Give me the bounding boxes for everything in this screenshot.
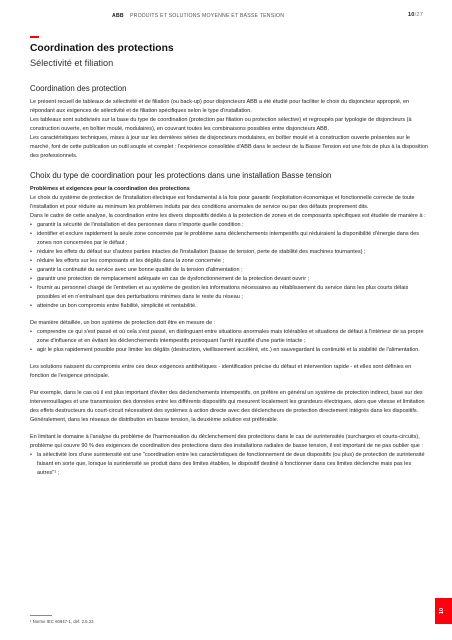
section-title: PRODUITS ET SOLUTIONS MOYENNE ET BASSE TENSION bbox=[130, 13, 285, 19]
bullet-list-2 bbox=[30, 328, 430, 355]
page-tab bbox=[435, 598, 452, 624]
paragraph: Le choix du système de protection de l'installation électrique est fondamental à la fois pour garantir l'exploitation économique et fonctionnelle correcte de toute l'installation et pour réduire au minimum les problèmes induits par des conditions anormales de service ou par des défauts proprement dits. bbox=[30, 195, 415, 210]
bullet-list-3 bbox=[30, 451, 430, 478]
accent-bar bbox=[30, 36, 39, 38]
list-item: • la sélectivité lors d'une surintensité est une "coordination entre les caractéristiques de fonctionnement de deux dispositifs (ou plus) de protection de surintensité faisant en sorte que, lorsque la surintensité se produit dans des limites établies, le dispositif destiné à fonctionner dans ces limites déclenche mais pas les autres"¹ ; bbox=[30, 451, 430, 478]
page-tab-number: 10 bbox=[439, 607, 446, 615]
page-number bbox=[408, 12, 423, 18]
paragraph: Les caractéristiques techniques, mises à jour sur les dernières séries de disjoncteurs modulaires, en boîtier moulé et à construction ouverte présentes sur le marché, font de cette publication un outil souple et complet : l'expérience consolidée d'ABB dans le secteur de la Basse Tension est une fois de plus à la disposition des professionnels. bbox=[30, 135, 428, 159]
section-heading-2: Choix du type de coordination pour les protections dans une installation Basse tension bbox=[30, 171, 332, 180]
list-item: • garantir la continuité du service avec une bonne qualité de la tension d'alimentation ; bbox=[30, 266, 430, 275]
paragraph: Le présent recueil de tableaux de sélectivité et de filiation (ou back-up) pour disjoncteurs ABB a été étudié pour faciliter le choix du disjoncteur approprié, en répondant aux exigences de sélectivité et de filiation spécifiques selon le type d'installation. bbox=[30, 99, 410, 114]
page-subtitle: Sélectivité et filiation bbox=[30, 58, 114, 68]
page-current: 10 bbox=[408, 12, 415, 18]
page-total: /27 bbox=[414, 12, 424, 18]
paragraph: Dans le cadre de cette analyse, la coordination entre les divers dispositifs dédiés à la protection de zones et de composants spécifiques est étudiée de manière à : bbox=[30, 213, 426, 219]
paragraph: De manière détaillée, un bon système de protection doit être en mesure de : bbox=[30, 320, 216, 326]
paragraph: Les solutions naissent du compromis entre ces deux exigences antithétiques - identification précise du défaut et intervention rapide - et elles sont définies en fonction de l'exigence principale. bbox=[30, 364, 412, 379]
bullet-list-1 bbox=[30, 221, 430, 311]
list-item: • comprendre ce qui s'est passé et où cela s'est passé, en distinguant entre situations anormales mais tolérables et situations de défaut à l'intérieur de sa propre zone d'influence et en évitant les déclenchements intempestifs provoquant l'arrêt injustifié d'une partie intacte ; bbox=[30, 328, 430, 346]
paragraph: En limitant le domaine à l'analyse du problème de l'harmonisation du déclenchement des protections dans le cas de surintensités (surcharges et courts-circuits), problème qui couvre 90 % des exigences de coordination des protections dans des installations radiales de basse tension, il est important de ne pas oublier que : bbox=[30, 434, 423, 449]
paragraph: Par exemple, dans le cas où il est plus important d'éviter des déclenchements intempestifs, on préfère en général un système de protection indirect, basé sur des interverrouillages et une transmission des données entre les différents dispositifs qui mesurent localement les grandeurs électriques, alors que vitesse et limitation des effets destructeurs du court-circuit nécessitent des systèmes à action directe avec des déclencheurs de protection directement intégrés dans les dispositifs. Généralement, dans les réseaux de distribution en basse tension, la deuxième solution est préférable. bbox=[30, 390, 425, 423]
list-item: • atteindre un bon compromis entre fiabilité, simplicité et rentabilité. bbox=[30, 302, 430, 311]
footnote: ¹ Norme IEC 60947-1, def. 2.5.23 bbox=[30, 619, 94, 624]
list-item: • réduire les efforts sur les composants et les dégâts dans la zone concernée ; bbox=[30, 257, 430, 266]
main-content bbox=[30, 84, 430, 478]
list-item: • garantir une protection de remplacement adéquate en cas de dysfonctionnement de la protection devant ouvrir ; bbox=[30, 275, 430, 284]
footnote-rule bbox=[30, 615, 52, 616]
running-header bbox=[0, 11, 452, 21]
page-title: Coordination des protections bbox=[30, 43, 174, 54]
section-heading-1: Coordination des protection bbox=[30, 84, 127, 93]
subheading: Problèmes et exigences pour la coordination des protections bbox=[30, 186, 190, 192]
list-item: • garantir la sécurité de l'installation et des personnes dans n'importe quelle condition ; bbox=[30, 221, 430, 230]
list-item: • agir le plus rapidement possible pour limiter les dégâts (destruction, vieillissement accéléré, etc.) en sauvegardant la continuité et la stabilité de l'alimentation. bbox=[30, 346, 430, 355]
list-item: • identifier et exclure rapidement la seule zone concernée par le problème sans déclenchements intempestifs qui réduiraient la disponibilité d'énergie dans des zones non concernées par le défaut ; bbox=[30, 230, 430, 248]
brand-name: ABB bbox=[112, 13, 124, 19]
list-item: • réduire les effets du défaut sur d'autres parties intactes de l'installation (baisse de tension, perte de stabilité des machines tournantes) ; bbox=[30, 248, 430, 257]
list-item: • fournir au personnel chargé de l'entretien et au système de gestion les informations nécessaires au rétablissement du service dans les plus courts délais possibles et en n'entraînant que des perturbations minimes dans le reste du réseau ; bbox=[30, 284, 430, 302]
paragraph: Les tableaux sont subdivisés sur la base du type de coordination (protection par filiation ou protection sélective) et regroupés par typologie de disjoncteurs (à construction ouverte, en boîtier moulé, modulaires), en couvrant toutes les combinaisons possibles entre disjoncteurs ABB. bbox=[30, 117, 412, 132]
